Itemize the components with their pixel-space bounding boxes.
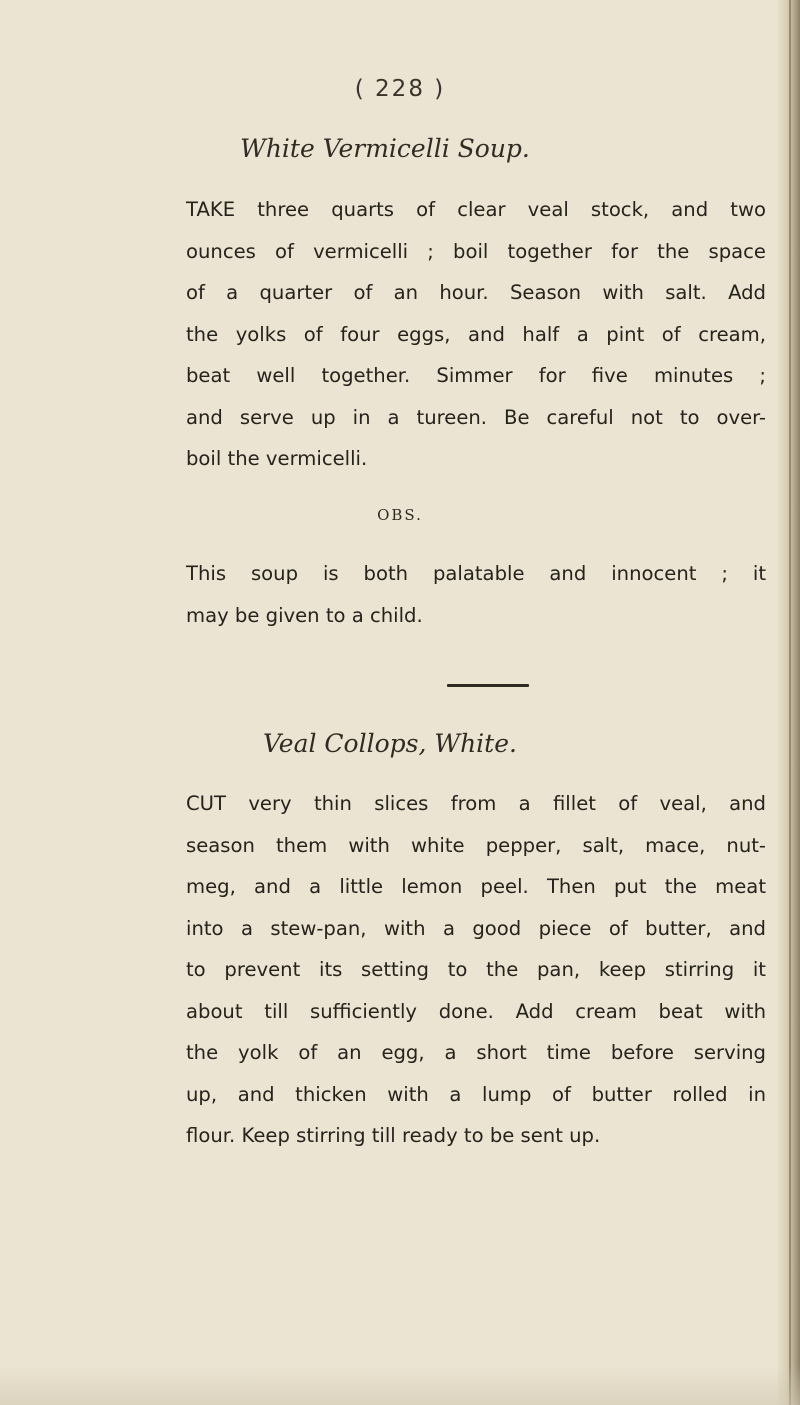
text-line: may be given to a child. bbox=[186, 603, 423, 627]
page-shadow bbox=[0, 1365, 800, 1405]
text-line: the yolks of four eggs, and half a pint of cream, bbox=[186, 322, 766, 346]
text-line: flour. Keep stirring till ready to be sent up. bbox=[186, 1124, 601, 1147]
section-divider bbox=[447, 684, 529, 687]
obs-label: OBS. bbox=[377, 506, 423, 524]
text-line: and serve up in a tureen. Be careful not to over- bbox=[186, 405, 766, 429]
page-number: ( 228 ) bbox=[354, 76, 446, 102]
page-edge-line bbox=[789, 0, 791, 1405]
text-line: about till sufficiently done. Add cream beat with bbox=[186, 999, 766, 1023]
text-line: ounces of vermicelli ; boil together for the space bbox=[186, 239, 766, 263]
recipe-body-white-vermicelli-soup bbox=[186, 189, 766, 480]
recipe-title-veal-collops-white: Veal Collops, White. bbox=[263, 729, 517, 758]
text-line: meg, and a little lemon peel. Then put the meat bbox=[186, 875, 766, 898]
text-line: CUT very thin slices from a fillet of veal, and bbox=[186, 792, 766, 815]
text-line: This soup is both palatable and innocent ; it bbox=[186, 562, 766, 585]
recipe-title-white-vermicelli-soup: White Vermicelli Soup. bbox=[240, 134, 530, 163]
text-line: into a stew-pan, with a good piece of butter, and bbox=[186, 916, 766, 940]
obs-body bbox=[186, 553, 766, 636]
text-line: beat well together. Simmer for five minutes ; bbox=[186, 364, 766, 387]
text-line: of a quarter of an hour. Season with salt. Add bbox=[186, 281, 766, 304]
text-line: up, and thicken with a lump of butter rolled in bbox=[186, 1082, 766, 1106]
text-line: season them with white pepper, salt, mace, nut- bbox=[186, 833, 766, 857]
text-line: to prevent its setting to the pan, keep stirring it bbox=[186, 958, 766, 981]
recipe-body-veal-collops-white bbox=[186, 783, 766, 1157]
text-line: TAKE three quarts of clear veal stock, and two bbox=[186, 198, 766, 221]
text-line: boil the vermicelli. bbox=[186, 447, 368, 470]
text-line: the yolk of an egg, a short time before serving bbox=[186, 1041, 766, 1064]
